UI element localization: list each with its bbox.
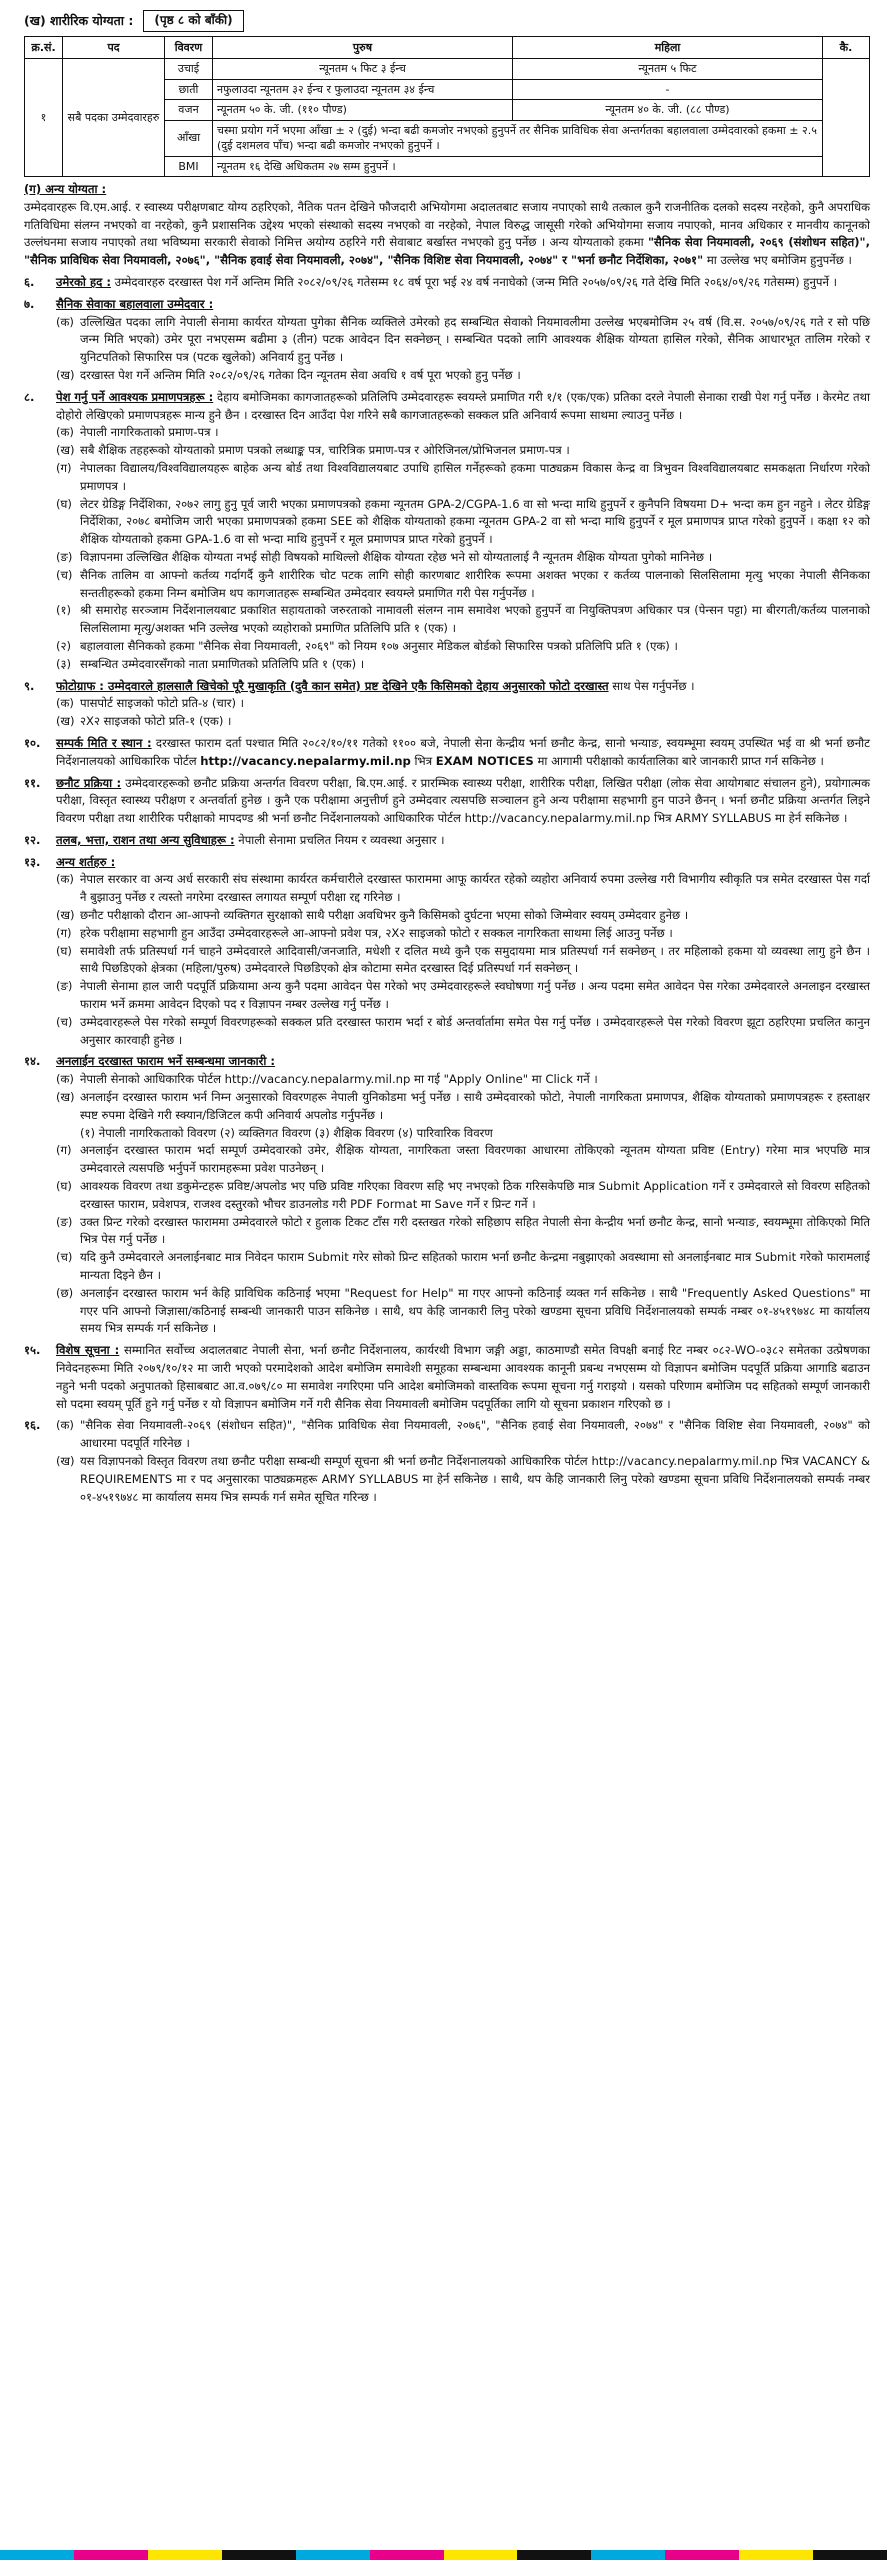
section-heading: (ग) अन्य योग्यता :: [24, 182, 107, 196]
bold-text: "सैनिक सेवा नियमावली, २०६९ (संशोधन सहित)", "सैनिक प्राविधिक सेवा नियमावली, २०७६", "सैनिक हवाई सेवा नियमावली, २०७४", "सैनिक विशिष्ट सेवा नियमावली, २०७४" र "भर्ना छनौट निर्देशिका, २०७१": [24, 235, 870, 268]
sub-item-text: नेपाली सेनामा हाल जारी पदपूर्ति प्रक्रियामा अन्य कुनै पदमा आवेदन पेस गरेको भए उम्मेदवारहरूले स्वघोषणा गर्नु पर्नेछ । अन्य पदमा समेत आवेदन पेस गरेका उम्मेदवारले अनलाइन दरखास्त फाराम भर्ने क्रममा आवेदन दिएको पद र विज्ञापन नम्बर उल्लेख गर्नु पर्नेछ ।: [80, 979, 870, 1012]
item-heading: सैनिक सेवाका बहालवाला उम्मेदवार :: [56, 296, 214, 311]
sub-list: [24, 1071, 870, 1338]
sub-item-text: नेपाली नागरिकताको प्रमाण-पत्र ।: [80, 425, 219, 440]
text: सम्मानित सर्वोच्च अदालतबाट नेपाली सेना, भर्ना छनौट निर्देशनालय, कार्यरथी विभाग जङ्गी अड्डा, काठमाण्डौ समेत विपक्षी बनाई रिट नम्बर ०८२-WO-०३८२ समेतका उत्प्रेषणका निवेदनहरूमा मिति २०७९/१०/१२ मा जारी भएको परमादेशको आदेश बमोजिम समावेशी समूहका सम्बन्धमा आवश्यक कानूनी प्रबन्ध नभएसम्म यो विज्ञापन बमोजिम पदपूर्ति प्रक्रिया आगाडि बढाउन नहुने भनी पदको अनुपातको हिसाबबाट आ.व.०७९/८० मा समावेश नगरिएमा पनि आदेश बमोजिमको वास्तविक रूपमा सूचना गर्नु गराइयो । यसको परिणाम बमोजिम पद सहितको सम्पूर्ण जानकारी सो पदमा स्वयम् पूर्ति हुने गर्नु पर्नेछ र यो विज्ञापन बमोजिम गर्ने गरी सैनिक सेवा नियमावली बमोजिम पदपूर्तिका लागि यो सूचना प्रकाशन गरिएको छ ।: [56, 1343, 870, 1411]
sub-item: [24, 1014, 870, 1050]
sub-item: [24, 656, 870, 674]
bold-text: EXAM NOTICES: [435, 753, 534, 768]
sub-item-key: (ङ): [56, 979, 73, 994]
item-number: ८.: [24, 389, 35, 404]
sub-item-text: अनलाईन दरखास्त फाराम भर्न निम्न अनुसारको विवरणहरू नेपाली युनिकोडमा भर्नु पर्नेछ । साथै उम्मेदवारको फोटो, नेपाली नागरिकता प्रमाणपत्र, शैक्षिक योग्यताको प्रमाणपत्रहरू र हस्ताक्षर स्पष्ट रुपमा देखिने गरी स्क्यान/डिजिटल कपी अनिवार्य अपलोड गर्नुपर्नेछ ।: [80, 1090, 870, 1122]
sub-item: [24, 549, 870, 567]
color-swatch: [296, 2550, 370, 2560]
item-heading: उमेरको हद :: [56, 274, 111, 289]
sub-item-text: समावेशी तर्फ प्रतिस्पर्धा गर्न चाहने उम्मेदवारले आदिवासी/जनजाति, मधेशी र दलित मध्ये कुनै एक समुदायमा मात्र प्रतिस्पर्धा गर्न सक्नेछन् । तर महिलाको हकमा यो व्यवस्था लागु हुने छैन । साथै पिछडिएको क्षेत्रका (महिला/पुरुष) उम्मेदवारले पिछडिएको क्षेत्र कोटामा समेत दरखास्त दिई प्रतिस्पर्धा गर्न सक्नेछन् ।: [80, 943, 870, 976]
sub-item-text: दरखास्त पेश गर्ने अन्तिम मिति २०८२/०९/२६ गतेका दिन न्यूनतम सेवा अवधि १ वर्ष पूरा भएको हुनु पर्नेछ ।: [80, 367, 521, 382]
other-conditions-section: [24, 854, 870, 872]
item-body: [56, 389, 870, 425]
sub-item-key: (क): [56, 314, 74, 329]
table-header-row: [25, 37, 870, 59]
sub-item: [24, 496, 870, 549]
item-number: ११.: [24, 775, 41, 790]
item-number: १०.: [24, 735, 41, 750]
sub-item-key: (क): [56, 1418, 74, 1433]
document-page: [24, 8, 870, 1506]
female-cell: न्यूनतम ५ फिट: [513, 59, 823, 80]
item-number: १४.: [24, 1054, 41, 1069]
item-heading: तलब, भत्ता, राशन तथा अन्य सुविधाहरू :: [56, 832, 235, 847]
sub-item-key: (३): [56, 656, 72, 671]
text: ARMY SYLLABUS: [675, 811, 772, 826]
sub-item: [24, 638, 870, 656]
col-header: कै.: [823, 37, 870, 59]
sub-item: [24, 442, 870, 460]
sub-item-text: "सैनिक सेवा नियमावली-२०६९ (संशोधन सहित)", "सैनिक प्राविधिक सेवा नियमावली, २०७६", "सैनिक हवाई सेवा नियमावली, २०७४" र "सैनिक विशिष्ट सेवा नियमावली, २०७४" को आधारमा पदपूर्ति गरिनेछ ।: [80, 1418, 870, 1451]
sub-item-text: उल्लिखित पदका लागि नेपाली सेनामा कार्यरत योग्यता पुगेका सैनिक व्यक्तिले उमेरको हद सम्बन्धित सेवाको नियमावलीमा उल्लेख भएबमोजिम २५ वर्ष (वि.स. २०५७/०९/२६ गते र सो पछि जन्म मिति भएको) उमेर पूरा नभएसम्म बढीमा ३ (तीन) पटक आवेदन दिन सक्नेछन् । सम्बन्धित पदको लागि आवश्यक शैक्षिक योग्यता हासिल गरेको, सैनिक आधारभूत तालिम गरेको र युनिटपतिको सिफारिस पत्र (पटक खुलेको) अनिवार्य हुनु पर्नेछ ।: [80, 314, 870, 365]
sub-item-key: (ख): [56, 908, 75, 923]
sub-item-key: (ख): [56, 1453, 75, 1468]
sub-item-key: (ङ): [56, 549, 73, 564]
sub-item-text: पासपोर्ट साइजको फोटो प्रति-४ (चार) ।: [80, 696, 245, 711]
male-cell: न्यूनतम ५० के. जी. (११० पौण्ड): [213, 100, 513, 121]
sub-item: [56, 1453, 870, 1506]
item-number: ७.: [24, 296, 35, 311]
sub-item: [24, 907, 870, 925]
portal-link[interactable]: http://vacancy.nepalarmy.mil.np: [200, 753, 411, 768]
sub-item-key: (ख): [56, 1090, 75, 1105]
post-cell: सबै पदका उम्मेदवारहरु: [63, 59, 165, 177]
criteria-cell: वजन: [165, 100, 213, 121]
sub-item-text: हरेक परीक्षामा सहभागी हुन आउँदा उम्मेदवारहरूले आ-आफ्नो प्रवेश पत्र, २X२ साइजको फोटो र सक्कल नागरिकता साथमा लिई आउनु पर्नेछ ।: [80, 925, 673, 940]
female-cell: न्यूनतम ४० के. जी. (८८ पौण्ड): [513, 100, 823, 121]
col-header: महिला: [513, 37, 823, 59]
text: दरखास्त फाराम दर्ता पश्चात मिति २०८२/१०/११ गतेको ११०० बजे, नेपाली सेना केन्द्रीय भर्ना छनौट केन्द्र, सानो भन्याङ, स्वयम्भूमा स्वयम् उपस्थित भई वा श्री भर्ना छनौट निर्देशनालयको आधिकारिक पोर्टल: [56, 735, 870, 768]
online-form-section: [24, 1053, 870, 1071]
criteria-cell: छाती: [165, 79, 213, 100]
item-number: ९.: [24, 678, 35, 693]
male-cell: नफुलाउदा न्यूनतम ३२ ईन्च र फुलाउदा न्यूनतम ३४ ईन्च: [213, 79, 513, 100]
sub-item-text: सम्बन्धित उम्मेदवारसँगको नाता प्रमाणितको प्रतिलिपि प्रति १ (एक) ।: [80, 656, 365, 671]
photo-section: [24, 678, 870, 696]
item-body: [56, 274, 870, 292]
col-header: विवरण: [165, 37, 213, 59]
sub-item-text: आवश्यक विवरण तथा डकुमेन्टहरू प्रविष्ट/अपलोड भए पछि प्रविष्ट गरिएका विवरण सहि भए नभएको ठिक गरिसकेपछि मात्र Submit Application गर्ने र उम्मेदवारले सो विवरण सहितको दरखास्त फाराम, प्रवेशपत्र, राजश्व दस्तुरको भौचर डाउनलोड गरी PDF Format मा Save गर्ने र प्रिन्ट गर्ने ।: [80, 1179, 870, 1211]
sub-item-key: (क): [56, 425, 74, 440]
text: नेपाली सेनामा प्रचलित नियम र व्यवस्था अनुसार ।: [234, 832, 445, 847]
item-body: [56, 735, 870, 771]
sub-item: [24, 567, 870, 603]
item-number: १६.: [24, 1418, 41, 1433]
sub-list: [24, 871, 870, 1049]
item-body: [56, 1053, 870, 1071]
sub-item: [24, 1142, 870, 1178]
item-heading: फोटोग्राफ : उम्मेदवारले हालसालै खिचेको पूरै मुखाकृति (दुवै कान समेत) प्रष्ट देखिने एकै किसिमको देहाय अनुसारको फोटो दरखास्त: [56, 678, 609, 693]
sub-item-key: (ख): [56, 443, 75, 458]
sub-item-key: (२): [56, 638, 72, 653]
sub-item-key: (च): [56, 567, 73, 582]
item-heading: सम्पर्क मिति र स्थान :: [56, 735, 152, 750]
sub-item-key: (छ): [56, 1285, 74, 1300]
continued-box: (पृष्ठ ८ को बाँकी): [143, 10, 243, 32]
sub-item: [24, 925, 870, 943]
sub-list: [24, 314, 870, 385]
color-swatch: [739, 2550, 813, 2560]
sub-item-key: (ङ): [56, 1214, 73, 1229]
sub-item-key: (ख): [56, 714, 75, 729]
special-notice-section: [24, 1342, 870, 1413]
text: उम्मेदवारहरु दरखास्त पेश गर्ने अन्तिम मिति २०८२/०९/२६ गतेसम्म १८ वर्ष पूरा भई २४ वर्ष ननाघेको (जन्म मिति २०५७/०९/२६ गते देखि मिति २०६४/०९/२६ गतेसम्म) हुनुपर्ने ।: [110, 274, 837, 289]
sub-item: [24, 1125, 870, 1143]
sub-item-text: २X२ साइजको फोटो प्रति-१ (एक) ।: [80, 714, 232, 729]
portal-link[interactable]: http://vacancy.nepalarmy.mil.np: [464, 811, 651, 826]
item-number: १२.: [24, 832, 41, 847]
sub-item-text: बहालवाला सैनिकको हकमा "सैनिक सेवा नियमावली, २०६९" को नियम १०७ अनुसार मेडिकल बोर्डको सिफारिस पत्रको प्रतिलिपि प्रति १ (एक) ।: [80, 638, 678, 653]
sub-item-text: सैनिक तालिम वा आफ्नो कर्तव्य गर्दागर्दै कुनै शारीरिक चोट पटक लागि सोही कारणबाट शारीरिक रूपमा अशक्त भएका र कर्तव्य पालनाको सिलसिलामा मृत्यु भएका नेपाली सैनिकका सन्ततीहरूको हकमा निम्न बमोजिम थप कागजातहरू सम्बन्धित उम्मेदवार स्वयम्ले प्रमाणित गरी पेस गर्नुपर्नेछ ।: [80, 567, 870, 600]
item-body: [56, 1417, 870, 1506]
sub-item-text: अनलाईन दरखास्त फाराम भर्दा सम्पूर्ण उम्मेदवारको उमेर, शैक्षिक योग्यता, नागरिकता जस्ता विवरणका आधारमा तोकिएको न्यूनतम योग्यता प्रविष्ट (Entry) गरेमा मात्र भएपछि मात्र उम्मेदवारले त्यसपछि भर्नुपर्ने फारामहरूमा प्रवेश पाउनेछन् ।: [80, 1143, 870, 1176]
sub-item: [56, 1417, 870, 1453]
common-cell: चस्मा प्रयोग गर्ने भएमा आँखा ± २ (दुई) भन्दा बढी कमजोर नभएको हुनुपर्ने तर सैनिक प्राविधिक सेवा अन्तर्गतका बहालवाला उम्मेदवारको हकमा ± २.५ (दुई दशमलव पाँच) भन्दा बढी कमजोर नभएको हुनुपर्ने ।: [213, 120, 823, 156]
table-row: [25, 59, 870, 80]
sub-item: [24, 1214, 870, 1250]
item-body: [56, 678, 870, 696]
final-section: [24, 1417, 870, 1506]
color-swatch: [591, 2550, 665, 2560]
text: भित्र: [410, 753, 436, 768]
sub-item-key: (घ): [56, 1179, 72, 1194]
sub-item: [24, 1249, 870, 1285]
text: मा हेर्न सकिनेछ ।: [771, 811, 848, 826]
item-number: १३.: [24, 854, 41, 869]
color-swatch: [0, 2550, 74, 2560]
sub-item-text: नेपालका विद्यालय/विश्वविद्यालयहरू बाहेक अन्य बोर्ड तथा विश्वविद्यालयबाट उपाधि हासिल गर्नेहरूको हकमा पाठ्यक्रम विकास केन्द्र वा त्रिभुवन विश्वविद्यालयबाट समकक्षता निर्धारण गरेको प्रमाणपत्र ।: [80, 460, 870, 493]
item-number: ६.: [24, 274, 35, 289]
sub-item: [24, 943, 870, 979]
text: उम्मेदवारहरू वि.एम.आई. र स्वास्थ्य परीक्षणबाट योग्य ठहरिएको, नैतिक पतन देखिने फौजदारी अभियोगमा अदालतबाट सजाय नपाएको साथै तत्काल कुनै राजनीतिक दलको सदस्य नरहेको, कुनै अपराधिक गतिविधिमा संलग्न नभएको वा नरहेको, कुनै प्रशासनिक उद्देश्य भएको संस्थाको सदस्य नभएको वा नरहेको, नेपाल विरुद्ध जासूसी गरेको अभियोगमा सजाय नपाएको, मानव अधिकार र मानवीय कानूनको उल्लंघनमा सजाय नपाएको तथा भविष्यमा सरकारी सेवाको निमित्त अयोग्य ठहरिने गरी सेवाबाट बर्खास्त नभएको हुनु पर्नेछ । अन्य योग्यताको हकमा: [24, 199, 870, 250]
section-header: [24, 8, 870, 34]
sub-item-text: (१) नेपाली नागरिकताको विवरण (२) व्यक्तिगत विवरण (३) शैक्षिक विवरण (४) पारिवारिक विवरण: [80, 1125, 493, 1140]
color-swatch: [665, 2550, 739, 2560]
text: भित्र: [650, 811, 676, 826]
sub-item: [24, 1178, 870, 1214]
criteria-cell: उचाई: [165, 59, 213, 80]
text: उम्मेदवारहरूको छनौट प्रक्रिया अन्तर्गत विवरण परीक्षा, बि.एम.आई. र प्रारम्भिक स्वास्थ्य परीक्षा, शारीरिक परीक्षा, लिखित परीक्षा (लोक सेवा आयोगबाट संचालन हुने), प्रयोगात्मक परीक्षा, विस्तृत स्वास्थ्य परीक्षण र अन्तर्वार्ता हुनेछ । कुनै एक परीक्षामा अनुत्तीर्ण हुने उम्मेदवार त्यसपछि सञ्चालन हुने अन्य परीक्षामा सहभागी हुन पाउने छैनन् । भर्ना छनौट प्रक्रिया अन्तर्गत लिइने विवरण परीक्षा तथा शारीरिक परीक्षाको मापदण्ड श्री भर्ना छनौट निर्देशनालयको आधिकारिक पोर्टल: [56, 775, 870, 826]
sub-item-text: सबै शैक्षिक तहहरूको योग्यताको प्रमाण पत्रको लब्धाङ्क पत्र, चारित्रिक प्रमाण-पत्र र ओरिजिनल/प्रोभिजनल प्रमाण-पत्र ।: [80, 443, 570, 458]
sub-item-key: (घ): [56, 943, 72, 958]
print-color-bar: [0, 2550, 887, 2560]
sub-item: [24, 367, 870, 385]
item-heading: अन्य शर्तहरु :: [56, 854, 116, 869]
text: देहाय बमोजिमका कागजातहरूको प्रतिलिपि उम्मेदवारहरू स्वयम्ले प्रमाणित गरी १/१ (एक/एक) प्रतिका दरले नेपाली सेनाका राखी पेश गर्नु पर्नेछ । केरमेट तथा दोहोरो लेखिएको प्रमाणपत्रहरू मान्य हुने छैन । दरखास्त दिन आउँदा पेश गरिने सबै कागजातहरूको सक्कल प्रति अनिवार्य रूपमा साथमा ल्याउनु पर्नेछ ।: [56, 389, 870, 422]
sub-item-key: (च): [56, 1014, 73, 1029]
physical-fitness-table: [24, 36, 870, 177]
text: मा उल्लेख भए बमोजिम हुनुपर्नेछ ।: [703, 253, 852, 268]
color-swatch: [813, 2550, 887, 2560]
serial-cell: १: [25, 59, 63, 177]
sub-item: [24, 978, 870, 1014]
sub-list: [24, 695, 870, 731]
contact-section: [24, 735, 870, 771]
color-swatch: [148, 2550, 222, 2560]
sub-item-text: विज्ञापनमा उल्लिखित शैक्षिक योग्यता नभई सोही विषयको माथिल्लो शैक्षिक योग्यता रहेछ भने सो योग्यतालाई नै न्यूनतम शैक्षिक योग्यता पुगेको मानिनेछ ।: [80, 549, 713, 564]
sub-item-text: लेटर ग्रेडिङ्ग निर्देशिका, २०७२ लागु हुनु पूर्व जारी भएका प्रमाणपत्रको हकमा न्यूनतम GPA-2/CGPA-1.6 वा सो भन्दा माथि हुनुपर्ने र कुनैपनि विषयमा D+ भन्दा कम हुन नहुने । लेटर ग्रेडिङ्ग निर्देशिका, २०७८ बमोजिम जारी भएका प्रमाणपत्रको हकमा SEE को शैक्षिक योग्यताको हकमा न्यूनतम GPA-2 वा सो भन्दा माथि हुनुपर्ने र मूल प्रमाणपत्र प्राप्त गरेको हुनुपर्ने । कक्षा १२ को शैक्षिक योग्यताको हकमा GPA-1.6 वा सो भन्दा माथि हुनुपर्ने र मूल प्रमाणपत्र प्राप्त गरेको हुनुपर्ने ।: [80, 496, 870, 547]
serving-soldier-section: [24, 296, 870, 314]
item-body: [56, 854, 870, 872]
sub-item-key: (ग): [56, 925, 72, 940]
sub-item-text: श्री समारोह सरञ्जाम निर्देशनालयबाट प्रकाशित सहायताको जरुरताको नामावली संलग्न नाम समावेश भएको हुनुपर्ने वा नियुक्तिपत्रण अधिकार पत्र (पेन्सन पट्टा) मा बीरगती/कर्तव्य पालनाको सिलसिलामा मृत्यु/अशक्त भनि उल्लेख भएको व्यहोराको प्रमाणित प्रतिलिपि प्रति १ (एक) ।: [80, 603, 870, 636]
sub-item-text: अनलाईन दरखास्त फाराम भर्न केहि प्राविधिक कठिनाई भएमा "Request for Help" मा गएर आफ्नो कठिनाई व्यक्त गर्न सकिनेछ । साथै "Frequently Asked Questions" मा गएर पनि आफ्नो जिज्ञासा/कठिनाई सम्बन्धी जानकारी पाउन सकिनेछ । साथै, थप केहि जानकारी लिनु परेको खण्डमा सूचना प्रविधि निर्देशनालयको सम्पर्क नम्बर ०१-४५१९७४८ मा कार्यालय समय भित्र सम्पर्क गर्न सकिनेछ ।: [80, 1285, 870, 1336]
common-cell: न्यूनतम १६ देखि अधिकतम २७ सम्म हुनुपर्ने ।: [213, 156, 823, 177]
sub-item: [24, 695, 870, 713]
col-header: क्र.सं.: [25, 37, 63, 59]
sub-item-key: (घ): [56, 496, 72, 511]
age-section: [24, 274, 870, 292]
sub-list: [24, 424, 870, 673]
color-swatch: [222, 2550, 296, 2560]
sub-item-key: (१): [56, 603, 72, 618]
paragraph: [24, 199, 870, 270]
remarks-cell: [823, 59, 870, 177]
sub-item: [24, 460, 870, 496]
salary-section: [24, 832, 870, 850]
text: साथ पेस गर्नुपर्नेछ ।: [612, 678, 695, 693]
sub-item-text: यदि कुनै उम्मेदवारले अनलाईनबाट मात्र निवेदन फाराम Submit गरेर सोको प्रिन्ट सहितको फाराम भर्ना छनौट केन्द्रमा नबुझाएको अवस्थामा सो अनलाईनबाट मात्र Submit गरेको फारामलाई मान्यता दिइने छैन ।: [80, 1250, 870, 1283]
sub-item: [24, 314, 870, 367]
sub-item-text: नेपाल सरकार वा अन्य अर्ध सरकारी संघ संस्थामा कार्यरत कर्मचारीले दरखास्त फाराममा आफू कार्यरत रहेको व्यहोरा अनिवार्य रुपमा उल्लेख गरी विभागीय स्वीकृति पत्र समेत दरखास्त पेस गर्दा नै बुझाउनु पर्नेछ र त्यस्तो नगरेमा दरखास्त लगायत सम्पूर्ण परीक्षा रद्द गरिनेछ ।: [80, 872, 870, 905]
section-label: (ख) शारीरिक योग्यता :: [24, 13, 134, 29]
sub-item: [24, 1285, 870, 1338]
sub-item: [24, 713, 870, 731]
sub-item-text: यस विज्ञापनको विस्तृत विवरण तथा छनौट परीक्षा सम्बन्धी सम्पूर्ण सूचना श्री भर्ना छनौट निर्देशनालयको आधिकारिक पोर्टल http://vacancy.nepalarmy.mil.np भित्र VACANCY & REQUIREMENTS मा र पद अनुसारका पाठ्यक्रमहरू ARMY SYLLABUS मा हेर्न सकिनेछ । साथै, थप केहि जानकारी लिनु परेको खण्डमा सूचना प्रविधि निर्देशनालयको सम्पर्क नम्बर ०१-४५१९७४८ मा कार्यालय समय भित्र सम्पर्क गर्न समेत सूचित गरिन्छ ।: [80, 1453, 870, 1504]
sub-item-key: (ख): [56, 367, 75, 382]
female-cell: -: [513, 79, 823, 100]
sub-item-text: नेपाली सेनाको आधिकारिक पोर्टल http://vacancy.nepalarmy.mil.np मा गई "Apply Online" मा Click गर्ने ।: [80, 1072, 598, 1087]
documents-section: [24, 389, 870, 425]
sub-item: [24, 1089, 870, 1125]
other-qualification-section: [24, 181, 870, 270]
sub-item-text: छनौट परीक्षाको दौरान आ-आफ्नो व्यक्तिगत सुरक्षाको साथै परीक्षा अवधिभर कुनै किसिमको दुर्घटना भएमा सोको जिम्मेवार स्वयम् उम्मेदवार हुनेछ ।: [80, 908, 689, 923]
sub-item-text: उम्मेदवारहरूले पेस गरेको सम्पूर्ण विवरणहरूको सक्कल प्रति दरखास्त फाराम भर्दा र बोर्ड अन्तर्वार्तामा समेत पेस गर्नु पर्नेछ । उम्मेदवारहरूले पेस गरेको विवरण झूटा ठहरिएमा प्रचलित कानुन अनुसार कारवाही हुनेछ ।: [80, 1014, 870, 1047]
sub-item-key: (च): [56, 1250, 73, 1265]
color-swatch: [74, 2550, 148, 2560]
male-cell: न्यूनतम ५ फिट ३ ईन्च: [213, 59, 513, 80]
item-body: [56, 296, 870, 314]
sub-item: [24, 1071, 870, 1089]
sub-item: [24, 424, 870, 442]
sub-item-key: (ग): [56, 460, 72, 475]
color-swatch: [517, 2550, 591, 2560]
criteria-cell: BMI: [165, 156, 213, 177]
sub-item-key: (क): [56, 872, 74, 887]
item-body: [56, 1342, 870, 1413]
sub-item-key: (ग): [56, 1143, 72, 1158]
item-heading: विशेष सूचना :: [56, 1343, 120, 1358]
item-body: [56, 832, 870, 850]
color-swatch: [444, 2550, 518, 2560]
col-header: पद: [63, 37, 165, 59]
sub-item-text: उक्त प्रिन्ट गरेको दरखास्त फाराममा उम्मेदवारले फोटो र हुलाक टिकट टाँस गरी दस्तखत गरेको सहिछाप सहित नेपाली सेना केन्द्रीय भर्ना छनौट केन्द्र, सानो भन्याङ, स्वयम्भूमा तोकिएको मिति भित्र पेस गर्नु पर्नेछ ।: [80, 1214, 870, 1247]
sub-item-key: (क): [56, 696, 74, 711]
sub-item: [24, 602, 870, 638]
selection-section: [24, 775, 870, 828]
color-swatch: [370, 2550, 444, 2560]
item-heading: छनौट प्रक्रिया :: [56, 775, 122, 790]
sub-item-key: (क): [56, 1072, 74, 1087]
sub-item: [24, 871, 870, 907]
sub-item-key: [56, 1125, 80, 1143]
item-body: [56, 775, 870, 828]
criteria-cell: आँखा: [165, 120, 213, 156]
item-heading: पेश गर्नु पर्ने आवश्यक प्रमाणपत्रहरू :: [56, 389, 214, 404]
text: मा आगामी परीक्षाको कार्यतालिका बारे जानकारी प्राप्त गर्न सकिनेछ ।: [533, 753, 824, 768]
col-header: पुरुष: [213, 37, 513, 59]
item-number: १५.: [24, 1343, 41, 1358]
item-heading: अनलाईन दरखास्त फाराम भर्ने सम्बन्धमा जानकारी :: [56, 1054, 276, 1069]
